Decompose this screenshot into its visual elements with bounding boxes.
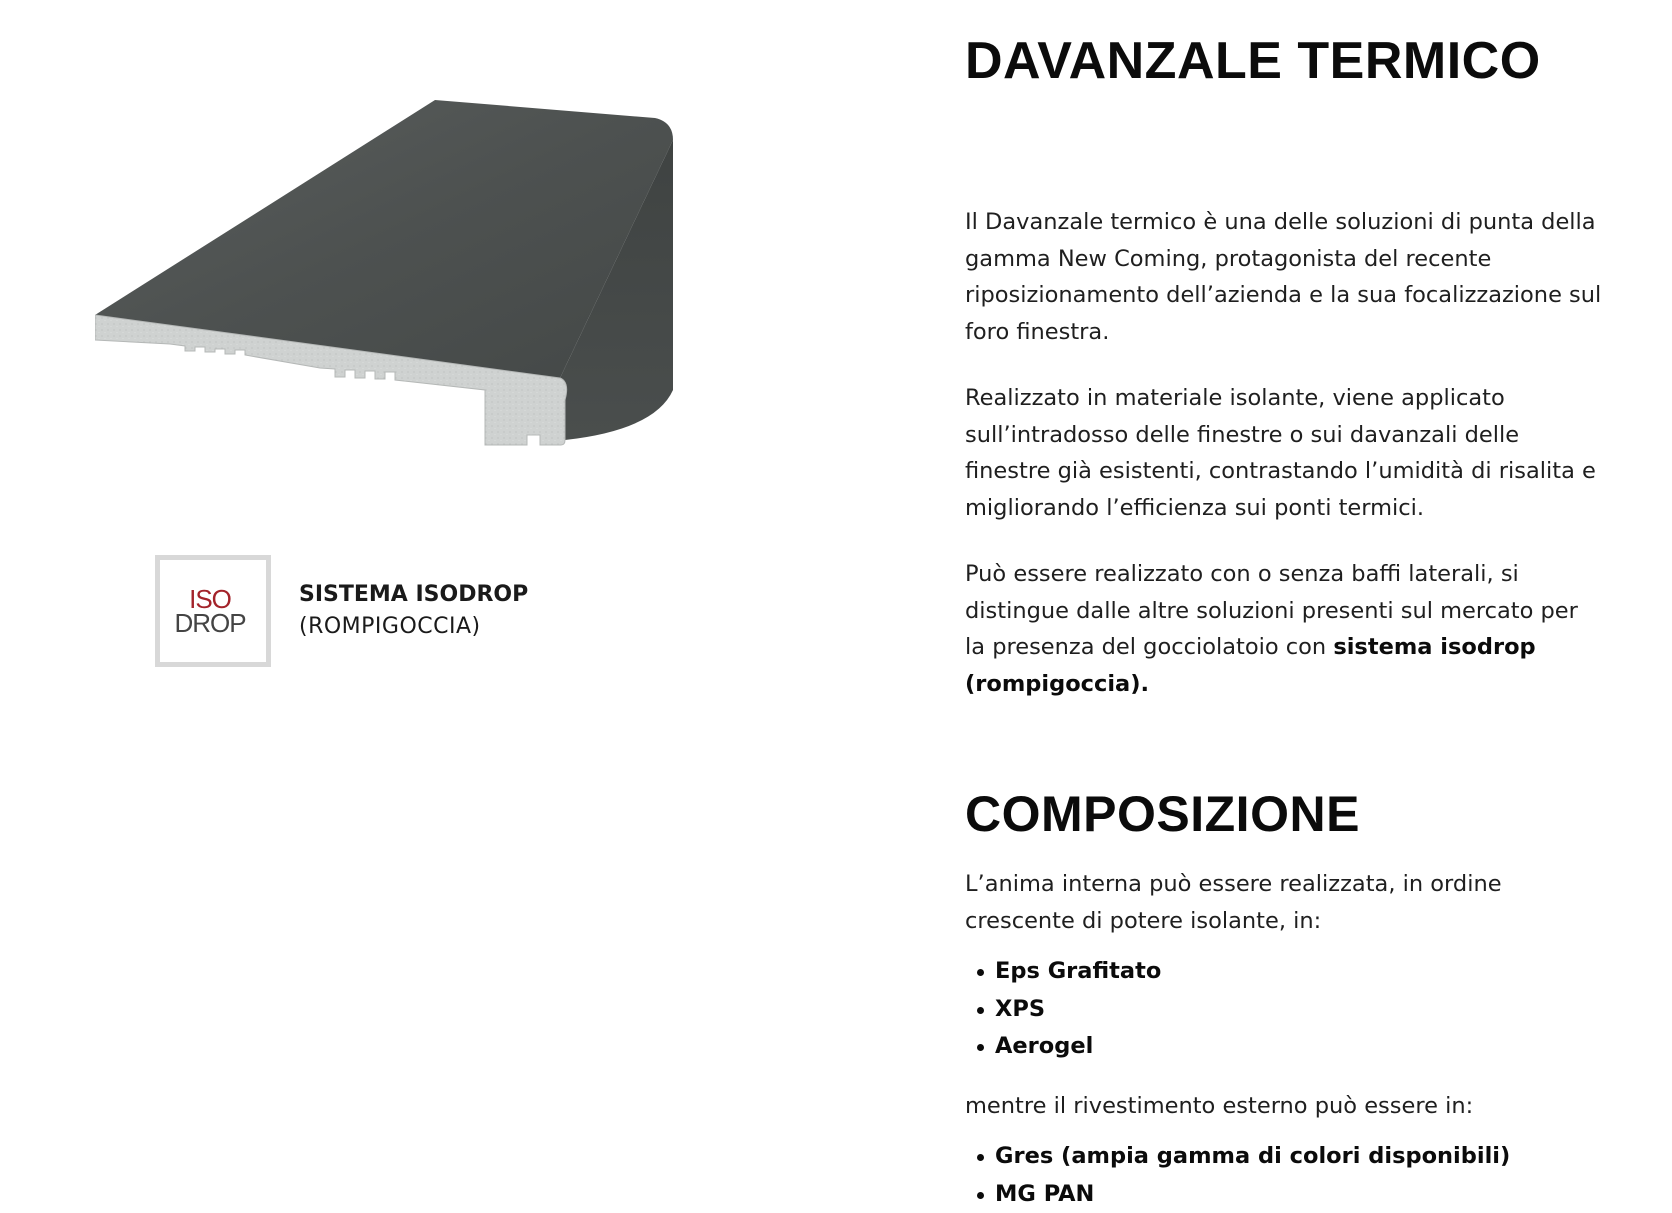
outer-coating-list bbox=[965, 1138, 1605, 1213]
list-item: Aerogel bbox=[977, 1028, 1605, 1066]
logo-iso-text: ISO bbox=[189, 584, 231, 614]
badge-subtitle: (ROMPIGOCCIA) bbox=[299, 614, 481, 639]
badge-text bbox=[299, 579, 528, 643]
isodrop-logo bbox=[155, 555, 271, 667]
right-column bbox=[965, 28, 1605, 1213]
isodrop-badge bbox=[155, 555, 528, 667]
description-paragraph-2: Realizzato in materiale isolante, viene applicato sull’intradosso delle finestre o sui davanzali delle finestre già esistenti, contrastando l’umidità di risalita e migliorando l’efficienza sui ponti termici. bbox=[965, 385, 1596, 521]
list-item: MG PAN bbox=[977, 1176, 1605, 1213]
description-paragraph-3 bbox=[965, 556, 1605, 702]
composition-title: COMPOSIZIONE bbox=[965, 786, 1360, 842]
list-item: Eps Grafitato bbox=[977, 953, 1605, 991]
list-item: XPS bbox=[977, 991, 1605, 1029]
logo-drop-text: DROP bbox=[174, 608, 246, 638]
inner-core-list bbox=[965, 953, 1605, 1066]
description-paragraph-1: Il Davanzale termico è una delle soluzioni di punta della gamma New Coming, protagonista del recente riposizionamento dell’azienda e la sua focalizzazione sul foro finestra. bbox=[965, 209, 1602, 345]
composition-intro: L’anima interna può essere realizzata, in ordine crescente di potere isolante, in: bbox=[965, 871, 1502, 934]
badge-title: SISTEMA ISODROP bbox=[299, 582, 529, 607]
paragraph-3-bold: sistema isodrop (rompigoccia). bbox=[965, 634, 1536, 697]
outer-coating-intro: mentre il rivestimento esterno può essere in: bbox=[965, 1092, 1474, 1119]
windowsill-product-image bbox=[95, 100, 735, 520]
paragraph-3-text: Può essere realizzato con o senza baffi laterali, si distingue dalle altre soluzioni presenti sul mercato per la presenza del gocciolatoio con bbox=[965, 561, 1578, 660]
page-title: DAVANZALE TERMICO bbox=[965, 32, 1541, 90]
list-item: Gres (ampia gamma di colori disponibili) bbox=[977, 1138, 1605, 1176]
